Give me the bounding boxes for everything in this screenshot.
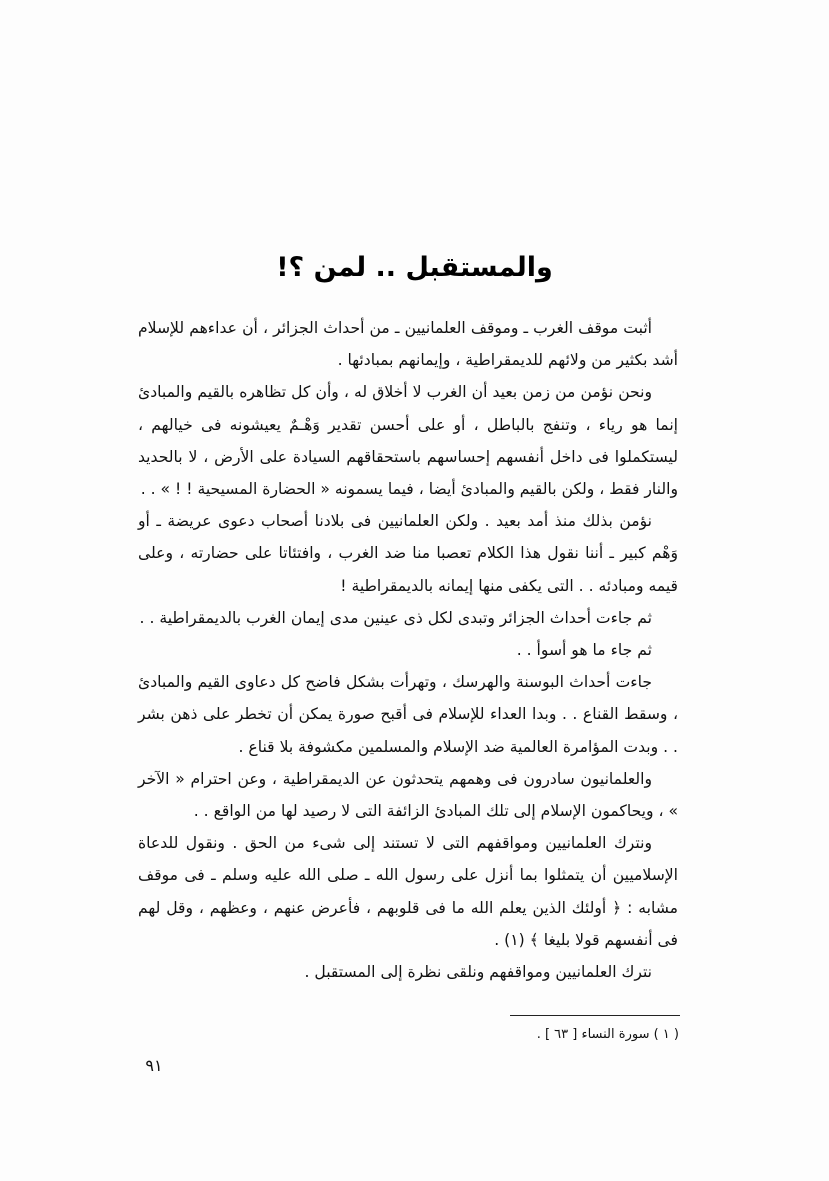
footnote: ( ١ ) سورة النساء [ ٦٣ ] . (536, 1027, 679, 1042)
page-number: ٩١ (145, 1056, 163, 1075)
paragraph: نترك العلمانيين ومواقفهم ونلقى نظرة إلى المستقبل . (304, 963, 652, 982)
footnote-divider (510, 1015, 680, 1016)
paragraph: والعلمانيون سادرون فى وهمهم يتحدثون عن الديمقراطية ، وعن احترام « الآخر » ، ويحاكمون الإسلام إلى تلك المبادئ الزائفة التى لا رصيد لها من الواقع . . (138, 769, 678, 821)
paragraph: أثبت موقف الغرب ـ وموقف العلمانيين ـ من أحداث الجزائر ، أن عداءهم للإسلام أشد بكثير من ولائهم للديمقراطية ، وإيمانهم بمبادئها . (138, 319, 678, 370)
paragraph: جاءت أحداث البوسنة والهرسك ، وتهرأت بشكل فاضح كل دعاوى القيم والمبادئ ، وسقط القناع . . وبدا العداء للإسلام فى أقبح صورة يمكن أن تخطر على ذهن بشر . . وبدت المؤامرة العالمية ضد الإسلام والمسلمين مكشوفة بلا قناع . (138, 673, 678, 756)
paragraph: ثم جاءت أحداث الجزائر وتبدى لكل ذى عينين مدى إيمان الغرب بالديمقراطية . . (139, 608, 652, 627)
body-text (138, 312, 678, 988)
paragraph: ونترك العلمانيين ومواقفهم التى لا تستند إلى شىء من الحق . ونقول للدعاة الإسلاميين أن يتمثلوا بما أنزل على رسول الله ـ صلى الله عليه وسلم ـ فى موقف مشابه : ﴿ أولئك الذين يعلم الله ما فى قلوبهم ، فأعرض عنهم ، وعظهم ، وقل لهم فى أنفسهم قولا بليغا ﴾ (١) . (138, 834, 678, 949)
paragraph: ثم جاء ما هو أسوأ . . (516, 641, 652, 660)
paragraph: ونحن نؤمن من زمن بعيد أن الغرب لا أخلاق له ، وأن كل تظاهره بالقيم والمبادئ إنما هو رياء ، وتنفج بالباطل ، أو على أحسن تقدير وَهْـمٌ يعيشونه فى خيالهم ، ليستكملوا فى داخل أنفسهم إحساسهم باستحقاقهم السيادة على الأرض ، لا بالحديد والنار فقط ، ولكن بالقيم والمبادئ أيضا ، فيما يسمونه « الحضارة المسيحية ! ! » . . (138, 383, 678, 499)
chapter-title: والمستقبل .. لمن ؟! (276, 252, 553, 283)
paragraph: نؤمن بذلك منذ أمد بعيد . ولكن العلمانيين فى بلادنا أصحاب دعوى عريضة ـ أو وَهْم كبير ـ أننا نقول هذا الكلام تعصبا منا ضد الغرب ، وافتئاتا على حضارته ، وعلى قيمه ومبادئه . . التى يكفى منها إيمانه بالديمقراطية ! (138, 512, 678, 595)
